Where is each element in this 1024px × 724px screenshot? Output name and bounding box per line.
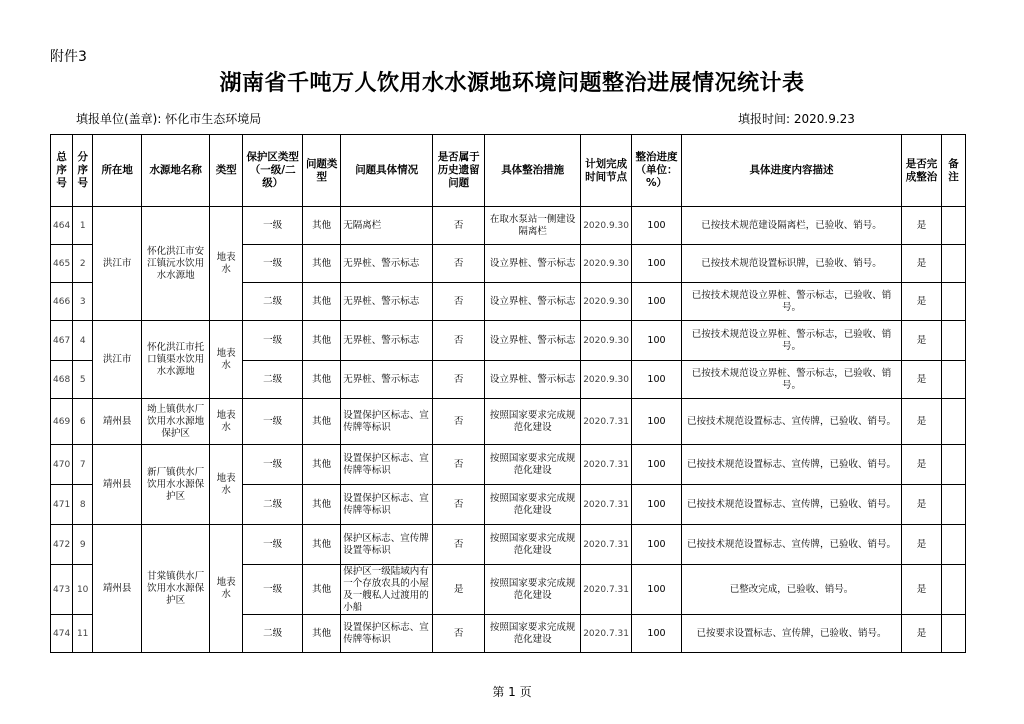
cell-location: 洪江市 [93, 207, 142, 321]
cell-measures: 按照国家要求完成规范化建设 [485, 615, 581, 653]
cell-progress: 100 [632, 207, 682, 245]
cell-problem-type: 其他 [303, 565, 341, 615]
cell-progress-desc: 已按要求设置标志、宣传牌，已验收、销号。 [682, 615, 902, 653]
cell-problem-detail: 设置保护区标志、宣传牌等标识 [341, 615, 433, 653]
cell-zone: 二级 [243, 283, 303, 321]
cell-source-name: 怀化洪江市安江镇沅水饮用水水源地 [142, 207, 210, 321]
cell-zone: 一级 [243, 565, 303, 615]
cell-total-no: 464 [51, 207, 73, 245]
cell-zone: 一级 [243, 245, 303, 283]
cell-plan-date: 2020.7.31 [581, 565, 632, 615]
cell-progress: 100 [632, 565, 682, 615]
cell-type: 地表水 [210, 207, 243, 321]
cell-historical: 否 [433, 283, 485, 321]
cell-total-no: 472 [51, 525, 73, 565]
cell-zone: 二级 [243, 615, 303, 653]
cell-historical: 否 [433, 245, 485, 283]
cell-problem-detail: 无隔离栏 [341, 207, 433, 245]
cell-problem-type: 其他 [303, 399, 341, 445]
cell-progress: 100 [632, 245, 682, 283]
cell-historical: 否 [433, 207, 485, 245]
header-progress-desc: 具体进度内容描述 [682, 135, 902, 207]
cell-total-no: 465 [51, 245, 73, 283]
cell-measures: 在取水泵站一侧建设隔离栏 [485, 207, 581, 245]
cell-remark [942, 245, 966, 283]
cell-completed: 是 [902, 615, 942, 653]
cell-zone: 一级 [243, 207, 303, 245]
cell-remark [942, 283, 966, 321]
cell-sub-no: 6 [73, 399, 93, 445]
cell-completed: 是 [902, 525, 942, 565]
fill-unit: 填报单位(盖章): 怀化市生态环境局 [76, 112, 262, 126]
table-row [51, 321, 966, 361]
cell-historical: 否 [433, 361, 485, 399]
cell-problem-type: 其他 [303, 445, 341, 485]
cell-problem-type: 其他 [303, 485, 341, 525]
header-measures: 具体整治措施 [485, 135, 581, 207]
cell-zone: 二级 [243, 485, 303, 525]
cell-historical: 否 [433, 525, 485, 565]
cell-sub-no: 8 [73, 485, 93, 525]
header-zone: 保护区类型（一级/二级） [243, 135, 303, 207]
cell-progress-desc: 已按技术规范设立界桩、警示标志，已验收、销号。 [682, 361, 902, 399]
cell-problem-type: 其他 [303, 525, 341, 565]
page-number: 第 1 页 [492, 685, 532, 699]
header-historical: 是否属于历史遗留问题 [433, 135, 485, 207]
cell-remark [942, 525, 966, 565]
cell-total-no: 469 [51, 399, 73, 445]
table-row [51, 445, 966, 485]
cell-progress-desc: 已按技术规范设置标志、宣传牌，已验收、销号。 [682, 525, 902, 565]
cell-plan-date: 2020.7.31 [581, 485, 632, 525]
statistics-table [50, 134, 966, 653]
cell-measures: 按照国家要求完成规范化建设 [485, 445, 581, 485]
cell-historical: 否 [433, 615, 485, 653]
cell-plan-date: 2020.9.30 [581, 245, 632, 283]
cell-total-no: 467 [51, 321, 73, 361]
cell-type: 地表水 [210, 445, 243, 525]
cell-total-no: 473 [51, 565, 73, 615]
table-row [51, 207, 966, 245]
cell-total-no: 468 [51, 361, 73, 399]
cell-plan-date: 2020.9.30 [581, 321, 632, 361]
header-problem-type: 问题类型 [303, 135, 341, 207]
cell-location: 靖州县 [93, 399, 142, 445]
cell-problem-type: 其他 [303, 283, 341, 321]
cell-completed: 是 [902, 399, 942, 445]
header-total-no: 总序号 [51, 135, 73, 207]
cell-progress-desc: 已按技术规范设置标志、宣传牌，已验收、销号。 [682, 485, 902, 525]
cell-progress-desc: 已按技术规范设置标识牌，已验收、销号。 [682, 245, 902, 283]
cell-problem-detail: 设置保护区标志、宣传牌等标识 [341, 399, 433, 445]
cell-measures: 设立界桩、警示标志 [485, 321, 581, 361]
cell-sub-no: 10 [73, 565, 93, 615]
cell-problem-detail: 无界桩、警示标志 [341, 283, 433, 321]
cell-problem-detail: 保护区标志、宣传牌设置等标识 [341, 525, 433, 565]
cell-measures: 按照国家要求完成规范化建设 [485, 485, 581, 525]
cell-progress: 100 [632, 615, 682, 653]
cell-plan-date: 2020.7.31 [581, 445, 632, 485]
cell-location: 洪江市 [93, 321, 142, 399]
cell-plan-date: 2020.9.30 [581, 361, 632, 399]
cell-zone: 一级 [243, 321, 303, 361]
cell-type: 地表水 [210, 525, 243, 653]
cell-problem-detail: 保护区一级陆域内有一个存放农具的小屋及一艘私人过渡用的小船 [341, 565, 433, 615]
header-plan-date: 计划完成时间节点 [581, 135, 632, 207]
cell-location: 靖州县 [93, 525, 142, 653]
cell-problem-type: 其他 [303, 321, 341, 361]
header-row [51, 135, 966, 207]
cell-sub-no: 7 [73, 445, 93, 485]
cell-completed: 是 [902, 361, 942, 399]
cell-historical: 否 [433, 321, 485, 361]
cell-completed: 是 [902, 321, 942, 361]
cell-completed: 是 [902, 207, 942, 245]
cell-sub-no: 4 [73, 321, 93, 361]
cell-completed: 是 [902, 565, 942, 615]
cell-remark [942, 207, 966, 245]
cell-remark [942, 565, 966, 615]
cell-total-no: 470 [51, 445, 73, 485]
cell-plan-date: 2020.7.31 [581, 525, 632, 565]
fill-date: 填报时间: 2020.9.23 [738, 112, 855, 126]
cell-zone: 一级 [243, 445, 303, 485]
cell-historical: 否 [433, 399, 485, 445]
cell-total-no: 466 [51, 283, 73, 321]
cell-historical: 否 [433, 485, 485, 525]
cell-source-name: 甘棠镇供水厂饮用水水源保护区 [142, 525, 210, 653]
cell-sub-no: 5 [73, 361, 93, 399]
cell-source-name: 坳上镇供水厂饮用水水源地保护区 [142, 399, 210, 445]
cell-measures: 按照国家要求完成规范化建设 [485, 399, 581, 445]
cell-zone: 二级 [243, 361, 303, 399]
cell-sub-no: 9 [73, 525, 93, 565]
cell-progress-desc: 已按技术规范建设隔离栏，已验收、销号。 [682, 207, 902, 245]
cell-measures: 按照国家要求完成规范化建设 [485, 525, 581, 565]
cell-progress: 100 [632, 283, 682, 321]
document-title: 湖南省千吨万人饮用水水源地环境问题整治进展情况统计表 [219, 70, 805, 96]
header-remark: 备 注 [942, 135, 966, 207]
attachment-label: 附件3 [50, 49, 87, 65]
cell-total-no: 471 [51, 485, 73, 525]
cell-zone: 一级 [243, 525, 303, 565]
cell-problem-detail: 设置保护区标志、宣传牌等标识 [341, 445, 433, 485]
header-source-name: 水源地名称 [142, 135, 210, 207]
cell-historical: 否 [433, 445, 485, 485]
cell-sub-no: 2 [73, 245, 93, 283]
cell-plan-date: 2020.7.31 [581, 399, 632, 445]
cell-measures: 设立界桩、警示标志 [485, 245, 581, 283]
cell-plan-date: 2020.7.31 [581, 615, 632, 653]
cell-total-no: 474 [51, 615, 73, 653]
cell-progress: 100 [632, 485, 682, 525]
cell-completed: 是 [902, 245, 942, 283]
cell-progress: 100 [632, 399, 682, 445]
cell-progress: 100 [632, 321, 682, 361]
cell-problem-detail: 设置保护区标志、宣传牌等标识 [341, 485, 433, 525]
cell-location: 靖州县 [93, 445, 142, 525]
header-type: 类型 [210, 135, 243, 207]
cell-progress-desc: 已整改完成，已验收、销号。 [682, 565, 902, 615]
cell-progress: 100 [632, 445, 682, 485]
cell-progress-desc: 已按技术规范设立界桩、警示标志，已验收、销号。 [682, 283, 902, 321]
header-sub-no: 分序号 [73, 135, 93, 207]
cell-problem-type: 其他 [303, 615, 341, 653]
header-problem-detail: 问题具体情况 [341, 135, 433, 207]
cell-remark [942, 485, 966, 525]
cell-measures: 设立界桩、警示标志 [485, 283, 581, 321]
cell-source-name: 新厂镇供水厂饮用水水源保护区 [142, 445, 210, 525]
cell-source-name: 怀化洪江市托口镇渠水饮用水水源地 [142, 321, 210, 399]
cell-zone: 一级 [243, 399, 303, 445]
cell-completed: 是 [902, 283, 942, 321]
cell-measures: 按照国家要求完成规范化建设 [485, 565, 581, 615]
cell-historical: 是 [433, 565, 485, 615]
cell-problem-detail: 无界桩、警示标志 [341, 321, 433, 361]
cell-completed: 是 [902, 445, 942, 485]
cell-problem-detail: 无界桩、警示标志 [341, 245, 433, 283]
cell-progress: 100 [632, 525, 682, 565]
cell-plan-date: 2020.9.30 [581, 283, 632, 321]
cell-sub-no: 3 [73, 283, 93, 321]
cell-progress-desc: 已按技术规范设立界桩、警示标志，已验收、销号。 [682, 321, 902, 361]
table-row [51, 525, 966, 565]
cell-problem-type: 其他 [303, 245, 341, 283]
cell-sub-no: 11 [73, 615, 93, 653]
cell-problem-detail: 无界桩、警示标志 [341, 361, 433, 399]
cell-type: 地表水 [210, 321, 243, 399]
cell-remark [942, 399, 966, 445]
cell-remark [942, 361, 966, 399]
header-progress: 整治进度（单位：%） [632, 135, 682, 207]
cell-plan-date: 2020.9.30 [581, 207, 632, 245]
table-row [51, 399, 966, 445]
cell-measures: 设立界桩、警示标志 [485, 361, 581, 399]
header-location: 所在地 [93, 135, 142, 207]
cell-progress-desc: 已按技术规范设置标志、宣传牌，已验收、销号。 [682, 399, 902, 445]
cell-remark [942, 321, 966, 361]
cell-type: 地表水 [210, 399, 243, 445]
cell-remark [942, 445, 966, 485]
cell-completed: 是 [902, 485, 942, 525]
cell-sub-no: 1 [73, 207, 93, 245]
cell-problem-type: 其他 [303, 361, 341, 399]
cell-progress-desc: 已按技术规范设置标志、宣传牌，已验收、销号。 [682, 445, 902, 485]
cell-progress: 100 [632, 361, 682, 399]
cell-problem-type: 其他 [303, 207, 341, 245]
cell-remark [942, 615, 966, 653]
header-completed: 是否完成整治 [902, 135, 942, 207]
